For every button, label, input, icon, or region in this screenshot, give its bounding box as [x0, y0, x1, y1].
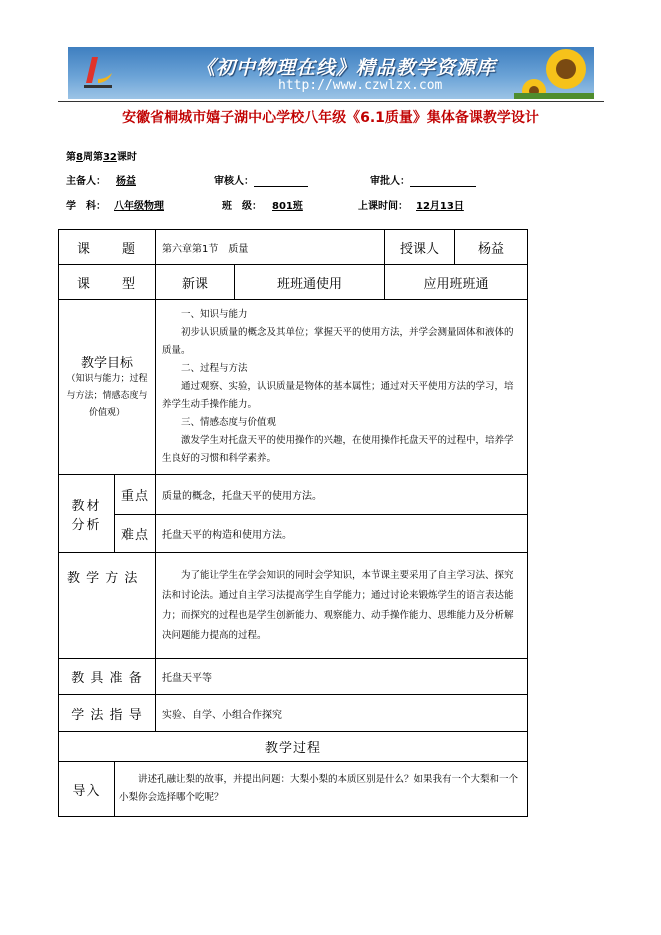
lesson-plan-table	[58, 229, 528, 817]
goals-sub: （知识与能力；过程与方法；情感态度与价值观）	[66, 374, 148, 418]
tools-label: 教 具 准 备	[59, 659, 156, 695]
goals-row	[59, 300, 528, 475]
type-row	[59, 265, 528, 300]
class-field: 班 级： 801班	[222, 201, 303, 212]
reviewer1-field: 审核人：	[214, 172, 308, 187]
type-value: 新课	[156, 265, 235, 300]
process-label: 教学过程	[59, 732, 528, 762]
goals-label: 教学目标	[81, 356, 134, 371]
subject-field: 学 科： 八年级物理	[66, 201, 164, 212]
banner-url[interactable]: http://www.czwlzx.com	[278, 78, 443, 93]
tools-row	[59, 659, 528, 695]
teacher-label: 授课人	[385, 230, 455, 265]
goal-text: 通过观察、实验，认识质量是物体的基本属性；通过对天平使用方法的学习，培养学生动手操作能力。	[162, 381, 514, 410]
type-label: 课 型	[59, 265, 156, 300]
teacher-value: 杨益	[455, 230, 528, 265]
goals-label-cell	[59, 300, 156, 475]
sunflower-icon	[514, 47, 594, 99]
goal-heading: 一、知识与能力	[181, 309, 248, 320]
key-label: 重点	[115, 475, 156, 515]
analysis-label: 教材分析	[59, 475, 115, 553]
key-value: 质量的概念，托盘天平的使用方法。	[156, 475, 528, 515]
intro-label: 导入	[59, 762, 115, 817]
host-field: 主备人： 杨益	[66, 176, 136, 187]
topic-row	[59, 230, 528, 265]
logo-icon	[78, 53, 118, 93]
intro-value: 讲述孔融让梨的故事，并提出问题：大梨小梨的本质区别是什么？如果我有一个大梨和一个小梨你会选择哪个吃呢？	[115, 762, 528, 817]
study-label: 学 法 指 导	[59, 695, 156, 732]
difficult-label: 难点	[115, 515, 156, 553]
method-value: 为了能让学生在学会知识的同时会学知识，本节课主要采用了自主学习法、探究法和讨论法。通过自主学习法提高学生自学能力；通过讨论来锻炼学生的语言表达能力；而探究的过程也是学生创新能力、观察能力、动手操作能力、思维能力及分析解决问题能力提高的过程。	[156, 553, 528, 659]
type-tool-label: 班班通使用	[235, 265, 385, 300]
study-row	[59, 695, 528, 732]
tools-value: 托盘天平等	[156, 659, 528, 695]
date-field: 上课时间： 12月13日	[358, 201, 464, 212]
goal-heading: 三、情感态度与价值观	[181, 417, 277, 428]
method-label: 教 学 方 法	[59, 553, 156, 659]
page-title: 安徽省桐城市嬉子湖中心学校八年级《6.1质量》集体备课教学设计	[122, 110, 539, 126]
method-row	[59, 553, 528, 659]
topic-label: 课 题	[59, 230, 156, 265]
goals-content	[156, 300, 528, 475]
study-value: 实验、自学、小组合作探究	[156, 695, 528, 732]
type-tool-value: 应用班班通	[385, 265, 528, 300]
reviewer2-field: 审批人：	[370, 172, 476, 187]
goal-text: 初步认识质量的概念及其单位；掌握天平的使用方法，并学会测量固体和液体的质量。	[162, 327, 514, 356]
difficult-value: 托盘天平的构造和使用方法。	[156, 515, 528, 553]
banner-title: 《初中物理在线》精品教学资源库	[196, 57, 497, 79]
week-lesson: 第8周第32课时	[66, 152, 137, 163]
header-rule	[58, 101, 604, 102]
goal-text: 激发学生对托盘天平的使用操作的兴趣，在使用操作托盘天平的过程中，培养学生良好的习惯和科学素养。	[162, 435, 514, 464]
topic-value: 第六章第1节 质量	[156, 230, 385, 265]
header-banner	[68, 47, 594, 99]
process-row	[59, 732, 528, 762]
difficult-row	[59, 515, 528, 553]
intro-row	[59, 762, 528, 817]
goal-heading: 二、过程与方法	[181, 363, 248, 374]
key-row	[59, 475, 528, 515]
